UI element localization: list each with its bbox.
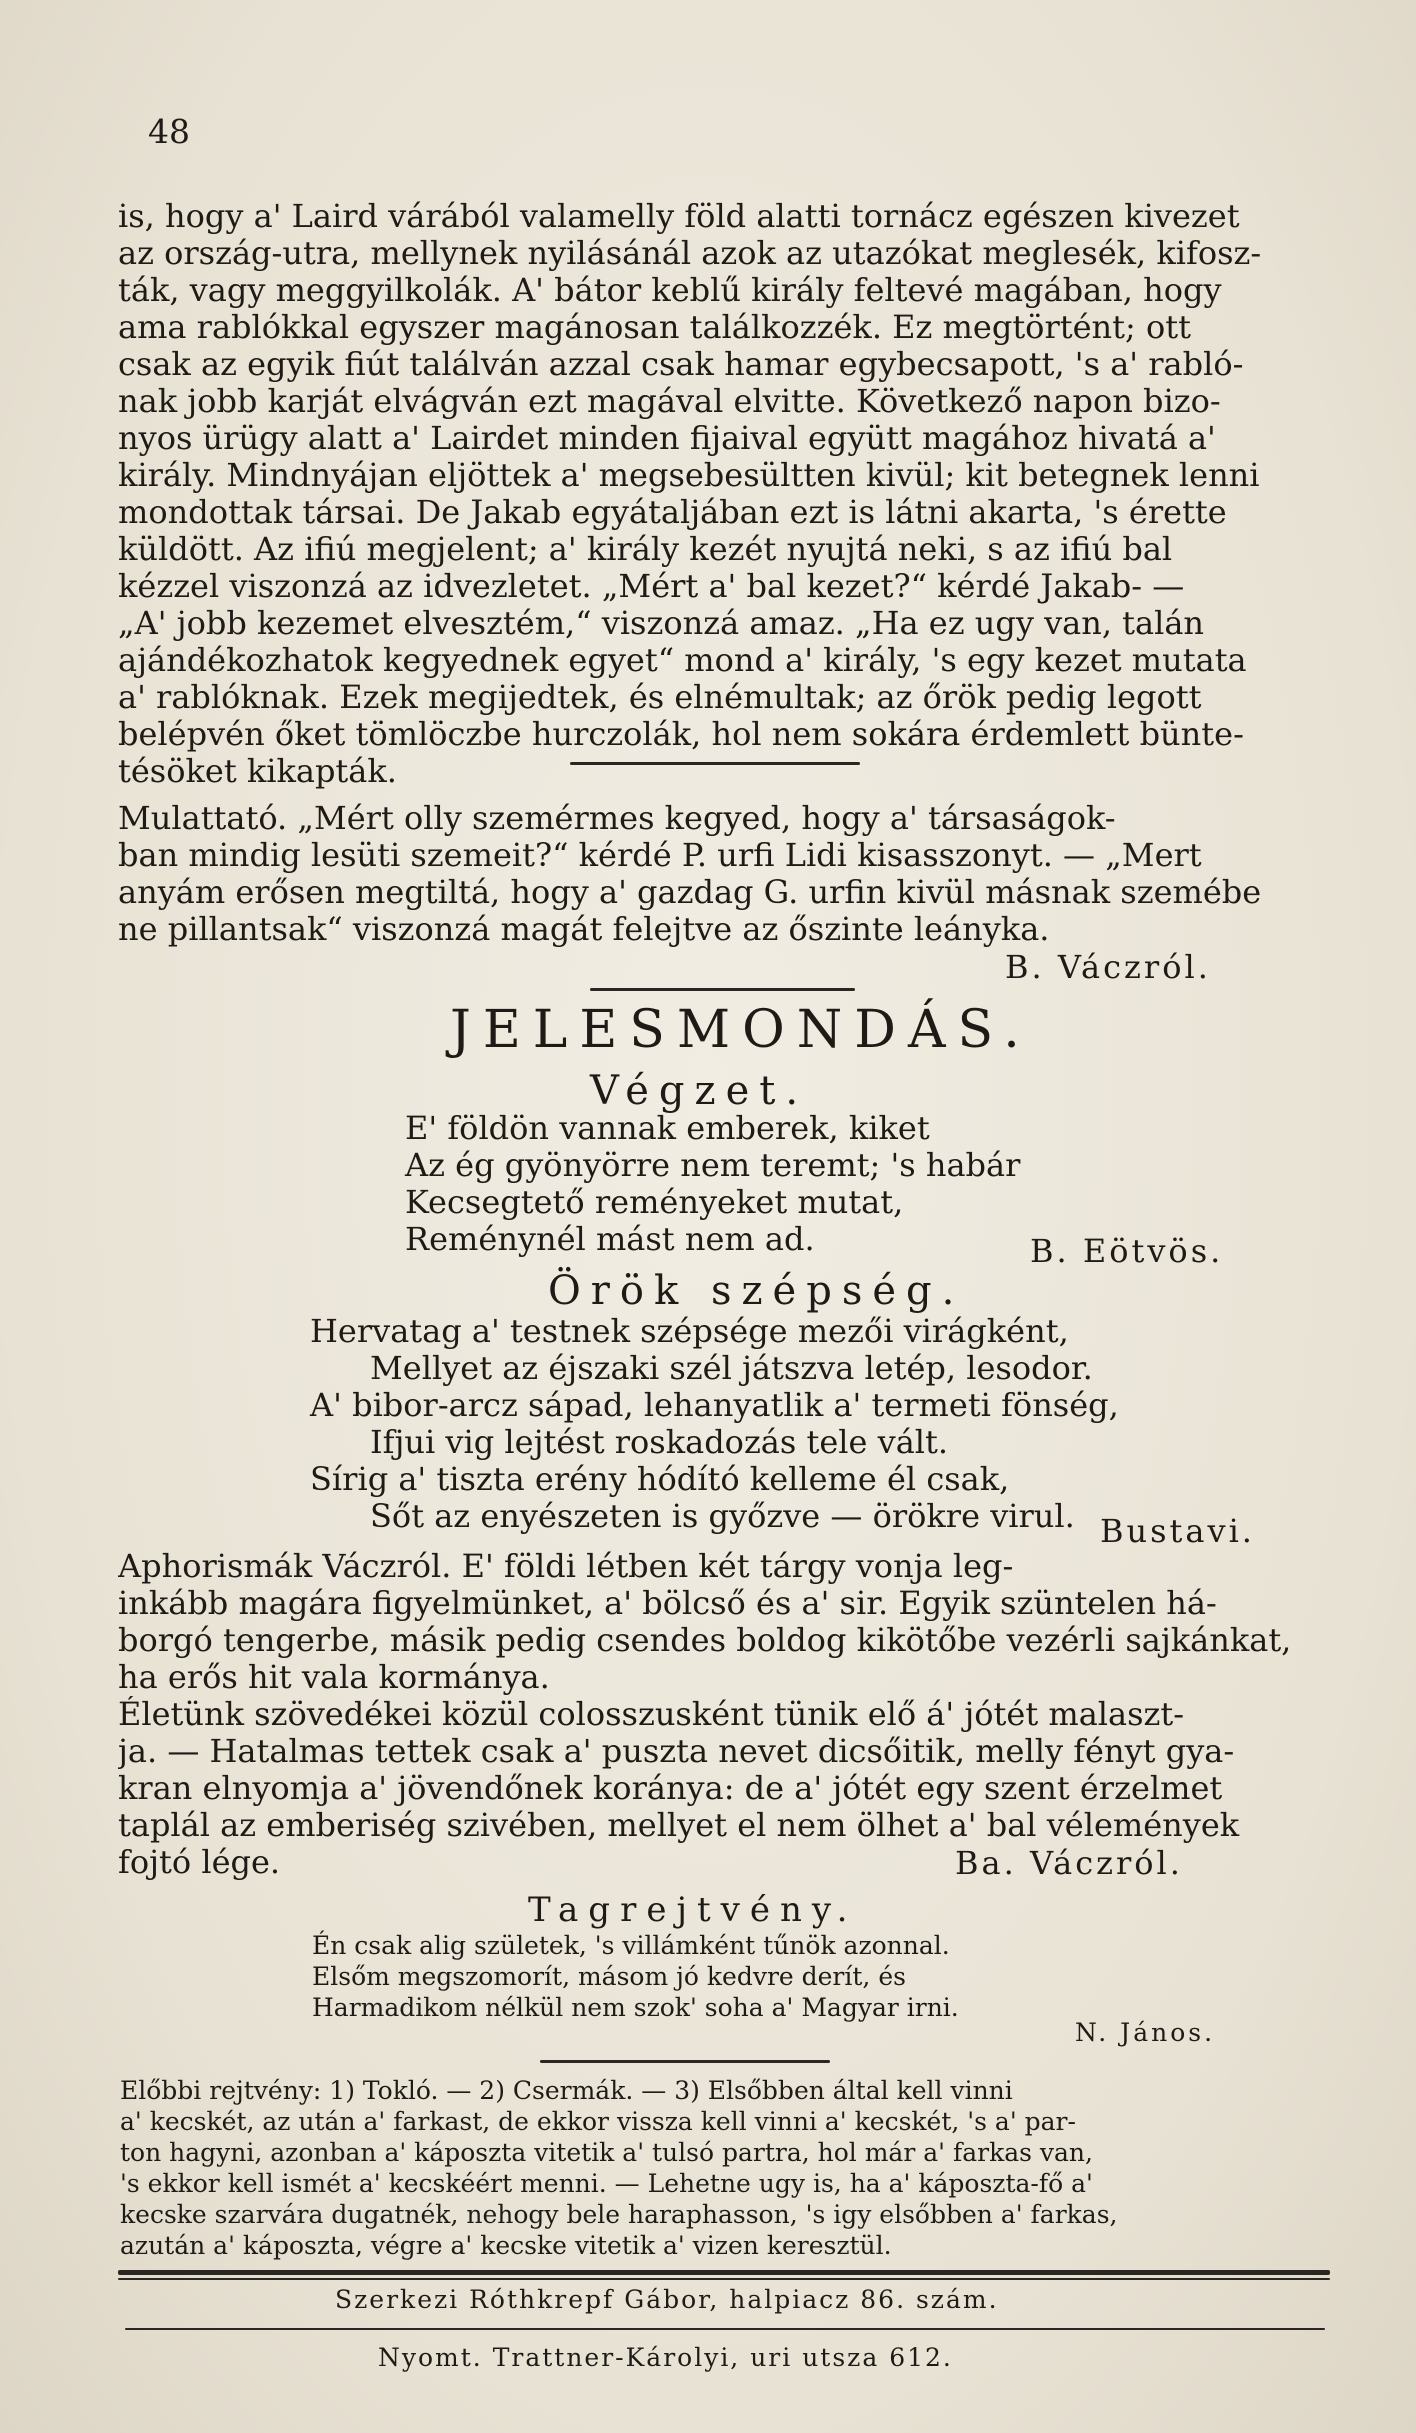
aphorism-line: taplál az emberiség szivében, mellyet el nem ölhet a' bal vélemények — [118, 1807, 1240, 1844]
poem-line: Sőt az enyészeten is győzve — örökre virul. — [370, 1497, 1075, 1535]
poem-line: Az ég gyönyörre nem teremt; 's habár — [405, 1146, 1021, 1184]
solution-line: a' kecskét, az után a' farkast, de ekkor vissza kell vinni a' kecskét, 's a' par- — [120, 2107, 1076, 2136]
story-line: küldött. Az ifiú megjelent; a' király kezét nyujtá neki, s az ifiú bal — [118, 531, 1173, 568]
divider-rule — [590, 988, 855, 991]
story-line: király. Mindnyájan eljöttek a' megsebesültten kivül; kit betegnek lenni — [118, 457, 1260, 494]
story-line: kézzel viszonzá az idvezletet. „Mért a' bal kezet?“ kérdé Jakab- — — [118, 568, 1185, 605]
poem-orok — [310, 1313, 1119, 1535]
poem-line: Mellyet az éjszaki szél játszva letép, lesodor. — [370, 1349, 1093, 1387]
story-line: „A' jobb kezemet elvesztém,“ viszonzá amaz. „Ha ez ugy van, talán — [118, 605, 1205, 642]
story-line: ajándékozhatok kegyednek egyet“ mond a' király, 's egy kezet mutata — [118, 642, 1247, 679]
story-line: csak az egyik fiút találván azzal csak hamar egybecsapott, 's a' rabló- — [118, 346, 1244, 383]
poem-line: Reménynél mást nem ad. — [405, 1220, 815, 1258]
poem-line: Hervatag a' testnek szépsége mezői virágként, — [310, 1312, 1069, 1350]
riddle-line: Harmadikom nélkül nem szok' soha a' Magyar irni. — [312, 1993, 959, 2022]
aphorism-line: fojtó lége. — [118, 1844, 281, 1881]
riddle-title: Tagrejtvény. — [528, 1890, 858, 1930]
aphorisms-signature: Ba. Váczról. — [955, 1844, 1183, 1882]
story-line: nak jobb karját elvágván ezt magával elvitte. Következő napon bizo- — [118, 383, 1221, 420]
mulattato-signature: B. Váczról. — [1005, 948, 1211, 986]
story-line: az ország-utra, mellynek nyilásánál azok az utazókat meglesék, kifosz- — [118, 235, 1262, 272]
aphorism-line: ja. — Hatalmas tettek csak a' puszta nevet dicsőitik, melly fényt gya- — [118, 1733, 1235, 1770]
poem-line: Sírig a' tiszta erény hódító kelleme él csak, — [310, 1460, 1010, 1498]
editor-imprint: Szerkezi Róthkrepf Gábor, halpiacz 86. szám. — [335, 2285, 999, 2314]
orok-signature: Bustavi. — [1100, 1512, 1255, 1550]
anecdote-line: ban mindig lesüti szemeit?“ kérdé P. urfi Lidi kisasszonyt. — „Mert — [118, 837, 1202, 874]
mulattato-anecdote — [118, 800, 1330, 948]
solution-line: azután a' káposzta, végre a' kecske vitetik a' vizen keresztül. — [120, 2231, 892, 2260]
poem-line: E' földön vannak emberek, kiket — [405, 1109, 930, 1147]
aphorisms-article — [118, 1548, 1330, 1881]
riddle-line: Elsőm megszomorít, másom jó kedvre derít, és — [312, 1962, 906, 1991]
printer-imprint: Nyomt. Trattner-Károlyi, uri utsza 612. — [378, 2343, 953, 2372]
divider-rule — [570, 762, 860, 765]
previous-riddle-solution — [120, 2075, 1335, 2261]
solution-line: kecske szarvára dugatnék, nehogy bele haraphasson, 's igy elsőbben a' farkas, — [120, 2200, 1118, 2229]
poem-title-vegzet: Végzet. — [590, 1068, 809, 1114]
footer-rule — [125, 2328, 1325, 2330]
story-line: ták, vagy meggyilkolák. A' bátor keblű király feltevé magában, hogy — [118, 272, 1222, 309]
riddle-signature: N. János. — [1075, 2018, 1216, 2047]
footer-double-rule — [118, 2278, 1330, 2280]
solution-line: 's ekkor kell ismét a' kecskéért menni. — Lehetne ugy is, ha a' káposzta-fő a' — [120, 2169, 1093, 2198]
vegzet-signature: B. Eötvös. — [1030, 1232, 1224, 1270]
aphorism-line: ha erős hit vala kormánya. — [118, 1659, 550, 1696]
story-article — [118, 198, 1330, 790]
story-line: a' rablóknak. Ezek megijedtek, és elnémultak; az őrök pedig legott — [118, 679, 1202, 716]
story-line: mondottak társai. De Jakab egyátaljában ezt is látni akarta, 's érette — [118, 494, 1227, 531]
aphorism-line: Életünk szövedékei közül colosszusként tünik elő á' jótét malaszt- — [118, 1696, 1185, 1733]
story-line: tésöket kikapták. — [118, 753, 397, 790]
anecdote-line: Mulattató. „Mért olly szemérmes kegyed, hogy a' társaságok- — [118, 800, 1116, 837]
story-line: ama rablókkal egyszer magánosan találkozzék. Ez megtörtént; ott — [118, 309, 1191, 346]
aphorism-line: kran elnyomja a' jövendőnek koránya: de a' jótét egy szent érzelmet — [118, 1770, 1223, 1807]
aphorism-line: Aphorismák Váczról. E' földi létben két tárgy vonja leg- — [118, 1548, 1014, 1585]
aphorism-line: inkább magára figyelmünket, a' bölcső és a' sir. Egyik szüntelen há- — [118, 1585, 1217, 1622]
solution-line: ton hagyni, azonban a' káposzta vitetik a' tulsó partra, hol már a' farkas van, — [120, 2138, 1093, 2167]
poem-vegzet — [405, 1110, 1020, 1258]
poem-line: A' bibor-arcz sápad, lehanyatlik a' termeti fönség, — [310, 1386, 1119, 1424]
aphorism-line: borgó tengerbe, másik pedig csendes boldog kikötőbe vezérli sajkánkat, — [118, 1622, 1292, 1659]
riddle-verse — [312, 1930, 959, 2023]
anecdote-line: anyám erősen megtiltá, hogy a' gazdag G. urfin kivül másnak szemébe — [118, 874, 1262, 911]
story-line: is, hogy a' Laird várából valamelly föld alatti tornácz egészen kivezet — [118, 198, 1240, 235]
anecdote-line: ne pillantsak“ viszonzá magát felejtve az őszinte leányka. — [118, 911, 1050, 948]
footer-double-rule — [118, 2270, 1330, 2275]
divider-rule — [540, 2060, 830, 2063]
poem-title-orok: Örök szépség. — [548, 1268, 965, 1314]
riddle-line: Én csak alig születek, 's villámként tűnök azonnal. — [312, 1931, 950, 1960]
poem-line: Kecsegtető reményeket mutat, — [405, 1183, 904, 1221]
solution-line: Előbbi rejtvény: 1) Tokló. — 2) Csermák. — 3) Elsőbben által kell vinni — [120, 2076, 1013, 2105]
poem-line: Ifjui vig lejtést roskadozás tele vált. — [370, 1423, 949, 1461]
page-number: 48 — [148, 112, 190, 151]
story-line: nyos ürügy alatt a' Lairdet minden fijaival együtt magához hivatá a' — [118, 420, 1216, 457]
story-line: belépvén őket tömlöczbe hurczolák, hol nem sokára érdemlett bünte- — [118, 716, 1244, 753]
section-heading: JELESMONDÁS. — [450, 1000, 1032, 1060]
